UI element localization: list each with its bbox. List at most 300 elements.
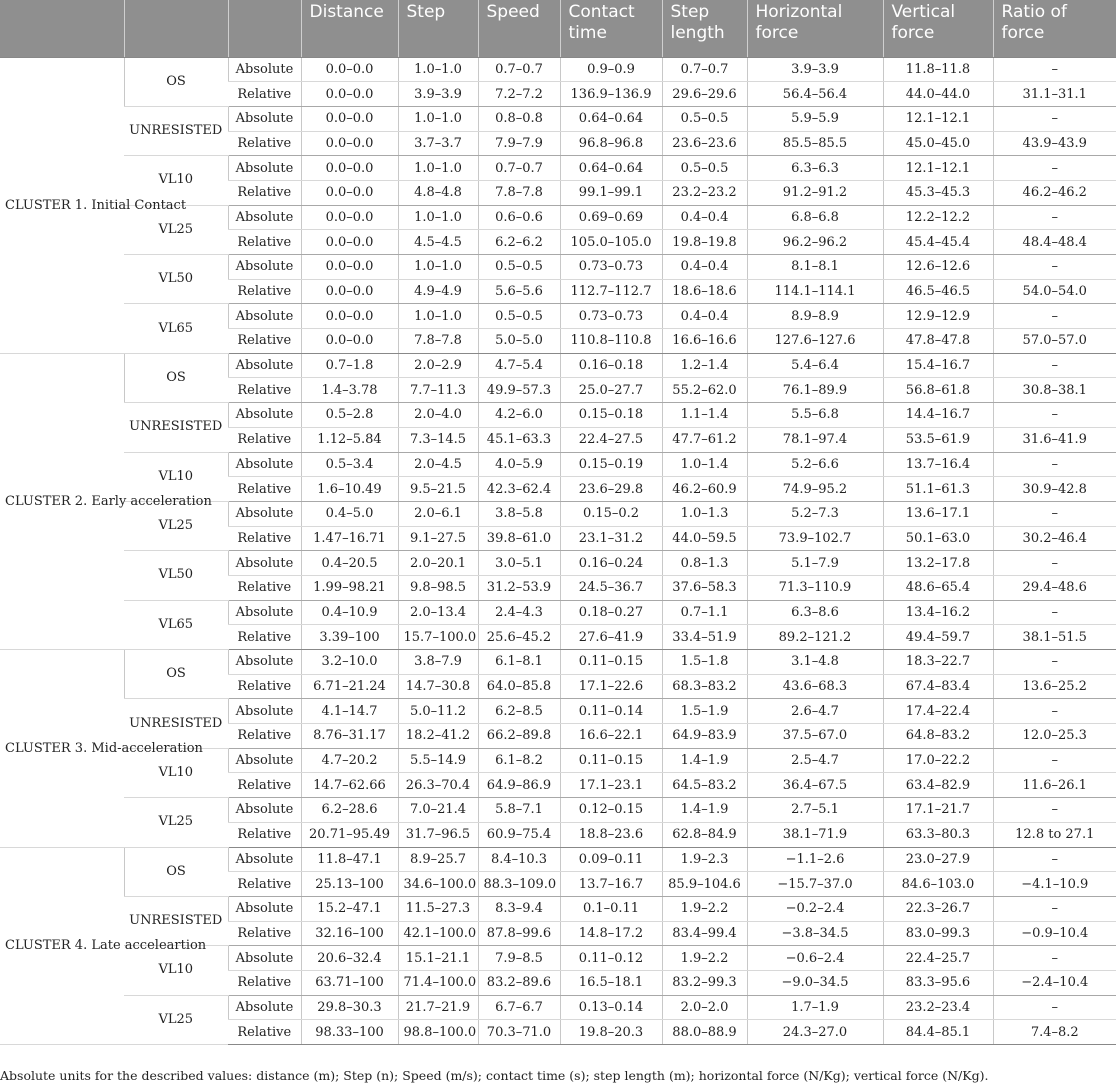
table-cell: –	[993, 501, 1116, 526]
table-cell: 5.5–14.9	[398, 748, 478, 773]
table-cell: 6.2–28.6	[301, 798, 398, 823]
table-cell: –	[993, 452, 1116, 477]
table-cell: 12.9–12.9	[883, 304, 993, 329]
table-cell: 22.4–25.7	[883, 946, 993, 971]
table-cell: 44.0–44.0	[883, 82, 993, 107]
table-cell: 1.9–2.3	[662, 847, 747, 872]
condition-label: VL10	[124, 946, 228, 995]
table-cell: 30.8–38.1	[993, 378, 1116, 403]
table-cell: 0.7–0.7	[478, 156, 560, 181]
table-cell: –	[993, 847, 1116, 872]
table-cell: 0.0–0.0	[301, 57, 398, 82]
value-type-label: Absolute	[228, 452, 301, 477]
table-cell: 53.5–61.9	[883, 427, 993, 452]
table-cell: 3.8–7.9	[398, 650, 478, 675]
table-cell: 20.71–95.49	[301, 822, 398, 847]
table-cell: 31.6–41.9	[993, 427, 1116, 452]
table-cell: 46.2–60.9	[662, 477, 747, 502]
column-header-horizontal-force: Horizontal force	[747, 0, 883, 57]
table-cell: 17.0–22.2	[883, 748, 993, 773]
table-cell: 42.1–100.0	[398, 921, 478, 946]
value-type-label: Absolute	[228, 896, 301, 921]
table-cell: 0.15–0.19	[560, 452, 662, 477]
table-cell: 0.4–0.4	[662, 255, 747, 280]
table-cell: 30.2–46.4	[993, 526, 1116, 551]
table-cell: –	[993, 995, 1116, 1020]
value-type-label: Absolute	[228, 106, 301, 131]
table-cell: 5.9–5.9	[747, 106, 883, 131]
table-cell: 27.6–41.9	[560, 625, 662, 650]
table-cell: 96.2–96.2	[747, 230, 883, 255]
table-cell: 87.8–99.6	[478, 921, 560, 946]
table-cell: 2.0–13.4	[398, 600, 478, 625]
value-type-label: Absolute	[228, 946, 301, 971]
value-type-label: Absolute	[228, 798, 301, 823]
table-cell: –	[993, 255, 1116, 280]
table-cell: 0.0–0.0	[301, 180, 398, 205]
table-cell: 45.1–63.3	[478, 427, 560, 452]
table-cell: 0.73–0.73	[560, 255, 662, 280]
table-cell: 0.5–2.8	[301, 403, 398, 428]
table-cell: 0.4–10.9	[301, 600, 398, 625]
table-cell: 17.4–22.4	[883, 699, 993, 724]
table-cell: 24.5–36.7	[560, 575, 662, 600]
table-cell: 67.4–83.4	[883, 674, 993, 699]
table-cell: 23.6–23.6	[662, 131, 747, 156]
table-cell: 3.9–3.9	[747, 57, 883, 82]
table-cell: 0.0–0.0	[301, 82, 398, 107]
table-cell: 5.0–11.2	[398, 699, 478, 724]
table-cell: 1.5–1.8	[662, 650, 747, 675]
table-cell: 22.3–26.7	[883, 896, 993, 921]
table-cell: 1.0–1.0	[398, 255, 478, 280]
table-cell: 0.4–0.4	[662, 304, 747, 329]
value-type-label: Relative	[228, 575, 301, 600]
value-type-label: Relative	[228, 921, 301, 946]
table-cell: 45.4–45.4	[883, 230, 993, 255]
table-cell: 16.5–18.1	[560, 970, 662, 995]
table-cell: 42.3–62.4	[478, 477, 560, 502]
table-cell: 57.0–57.0	[993, 329, 1116, 354]
table-cell: 0.4–0.4	[662, 205, 747, 230]
table-cell: −9.0–34.5	[747, 970, 883, 995]
table-cell: 6.8–6.8	[747, 205, 883, 230]
table-cell: 2.0–4.5	[398, 452, 478, 477]
table-cell: 6.2–8.5	[478, 699, 560, 724]
table-cell: 13.7–16.4	[883, 452, 993, 477]
table-cell: 84.6–103.0	[883, 872, 993, 897]
table-cell: 23.1–31.2	[560, 526, 662, 551]
table-cell: 11.8–11.8	[883, 57, 993, 82]
table-cell: 23.2–23.2	[662, 180, 747, 205]
table-cell: 1.9–2.2	[662, 946, 747, 971]
table-cell: 89.2–121.2	[747, 625, 883, 650]
table-cell: 25.13–100	[301, 872, 398, 897]
table-cell: 29.4–48.6	[993, 575, 1116, 600]
table-cell: 32.16–100	[301, 921, 398, 946]
table-cell: 0.8–1.3	[662, 551, 747, 576]
condition-label: VL25	[124, 501, 228, 550]
table-cell: 3.0–5.1	[478, 551, 560, 576]
table-cell: 64.5–83.2	[662, 773, 747, 798]
table-cell: 43.9–43.9	[993, 131, 1116, 156]
table-cell: 47.8–47.8	[883, 329, 993, 354]
table-cell: 2.5–4.7	[747, 748, 883, 773]
table-cell: 12.2–12.2	[883, 205, 993, 230]
value-type-label: Absolute	[228, 847, 301, 872]
table-cell: 74.9–95.2	[747, 477, 883, 502]
table-row	[0, 304, 1116, 329]
table-cell: 5.6–5.6	[478, 279, 560, 304]
table-body	[0, 57, 1116, 1045]
table-cell: 4.5–4.5	[398, 230, 478, 255]
table-cell: 0.11–0.12	[560, 946, 662, 971]
table-cell: 2.0–4.0	[398, 403, 478, 428]
table-cell: 6.7–6.7	[478, 995, 560, 1020]
table-cell: 3.9–3.9	[398, 82, 478, 107]
table-cell: –	[993, 650, 1116, 675]
condition-label: UNRESISTED	[124, 699, 228, 748]
value-type-label: Absolute	[228, 501, 301, 526]
table-cell: 34.6–100.0	[398, 872, 478, 897]
table-cell: 50.1–63.0	[883, 526, 993, 551]
table-row	[0, 600, 1116, 625]
table-cell: 96.8–96.8	[560, 131, 662, 156]
table-cell: –	[993, 600, 1116, 625]
table-cell: 84.4–85.1	[883, 1020, 993, 1045]
table-cell: –	[993, 748, 1116, 773]
value-type-label: Relative	[228, 477, 301, 502]
table-row	[0, 847, 1116, 872]
table-cell: 0.1–0.11	[560, 896, 662, 921]
table-cell: 2.7–5.1	[747, 798, 883, 823]
table-cell: 4.7–20.2	[301, 748, 398, 773]
table-cell: 1.5–1.9	[662, 699, 747, 724]
table-cell: 11.5–27.3	[398, 896, 478, 921]
table-cell: 22.4–27.5	[560, 427, 662, 452]
table-cell: 1.7–1.9	[747, 995, 883, 1020]
table-cell: 24.3–27.0	[747, 1020, 883, 1045]
table-cell: 91.2–91.2	[747, 180, 883, 205]
table-cell: 0.11–0.15	[560, 748, 662, 773]
column-header	[124, 0, 228, 57]
table-cell: 18.3–22.7	[883, 650, 993, 675]
condition-label: VL50	[124, 255, 228, 304]
table-cell: 16.6–16.6	[662, 329, 747, 354]
value-type-label: Absolute	[228, 600, 301, 625]
table-cell: 0.64–0.64	[560, 156, 662, 181]
table-row	[0, 57, 1116, 82]
table-cell: 66.2–89.8	[478, 724, 560, 749]
table-cell: 1.2–1.4	[662, 353, 747, 378]
value-type-label: Absolute	[228, 156, 301, 181]
table-cell: 7.3–14.5	[398, 427, 478, 452]
value-type-label: Relative	[228, 625, 301, 650]
table-row	[0, 699, 1116, 724]
table-cell: 6.3–8.6	[747, 600, 883, 625]
table-cell: 55.2–62.0	[662, 378, 747, 403]
table-cell: 46.2–46.2	[993, 180, 1116, 205]
table-cell: 38.1–51.5	[993, 625, 1116, 650]
table-cell: –	[993, 304, 1116, 329]
table-cell: 0.0–0.0	[301, 205, 398, 230]
column-header	[228, 0, 301, 57]
table-cell: 31.1–31.1	[993, 82, 1116, 107]
table-cell: –	[993, 106, 1116, 131]
table-cell: 29.6–29.6	[662, 82, 747, 107]
table-cell: 6.3–6.3	[747, 156, 883, 181]
table-cell: 44.0–59.5	[662, 526, 747, 551]
table-cell: 0.6–0.6	[478, 205, 560, 230]
table-cell: 39.8–61.0	[478, 526, 560, 551]
table-cell: 37.6–58.3	[662, 575, 747, 600]
table-cell: 0.64–0.64	[560, 106, 662, 131]
table-cell: 2.0–20.1	[398, 551, 478, 576]
value-type-label: Relative	[228, 674, 301, 699]
value-type-label: Relative	[228, 872, 301, 897]
table-cell: 29.8–30.3	[301, 995, 398, 1020]
table-cell: 0.18–0.27	[560, 600, 662, 625]
table-cell: 3.1–4.8	[747, 650, 883, 675]
value-type-label: Absolute	[228, 995, 301, 1020]
table-cell: 1.0–1.4	[662, 452, 747, 477]
condition-label: UNRESISTED	[124, 106, 228, 155]
value-type-label: Relative	[228, 1020, 301, 1045]
table-cell: 0.5–0.5	[478, 255, 560, 280]
table-cell: 30.9–42.8	[993, 477, 1116, 502]
table-cell: 4.8–4.8	[398, 180, 478, 205]
table-cell: 0.09–0.11	[560, 847, 662, 872]
table-cell: –	[993, 403, 1116, 428]
table-cell: −0.2–2.4	[747, 896, 883, 921]
table-cell: 7.9–8.5	[478, 946, 560, 971]
table-cell: 11.6–26.1	[993, 773, 1116, 798]
column-header-vertical-force: Vertical force	[883, 0, 993, 57]
value-type-label: Relative	[228, 82, 301, 107]
table-cell: 4.7–5.4	[478, 353, 560, 378]
table-cell: 64.9–86.9	[478, 773, 560, 798]
table-cell: 46.5–46.5	[883, 279, 993, 304]
table-cell: 43.6–68.3	[747, 674, 883, 699]
table-row	[0, 403, 1116, 428]
table-cell: 7.8–7.8	[398, 329, 478, 354]
column-header-ratio-of-force: Ratio of force	[993, 0, 1116, 57]
cluster-label: CLUSTER 1. Initial Contact	[0, 57, 124, 353]
table-cell: 5.2–6.6	[747, 452, 883, 477]
table-cell: 5.1–7.9	[747, 551, 883, 576]
table-cell: 1.4–3.78	[301, 378, 398, 403]
table-cell: 0.0–0.0	[301, 131, 398, 156]
table-cell: 25.0–27.7	[560, 378, 662, 403]
table-cell: 14.7–30.8	[398, 674, 478, 699]
table-cell: 8.4–10.3	[478, 847, 560, 872]
table-cell: 37.5–67.0	[747, 724, 883, 749]
table-cell: 3.7–3.7	[398, 131, 478, 156]
table-cell: 0.7–0.7	[478, 57, 560, 82]
table-cell: 7.9–7.9	[478, 131, 560, 156]
value-type-label: Absolute	[228, 650, 301, 675]
table-cell: 7.2–7.2	[478, 82, 560, 107]
table-cell: 0.69–0.69	[560, 205, 662, 230]
table-cell: 0.13–0.14	[560, 995, 662, 1020]
table-cell: 13.6–25.2	[993, 674, 1116, 699]
table-cell: 99.1–99.1	[560, 180, 662, 205]
table-cell: 0.7–1.1	[662, 600, 747, 625]
table-cell: 0.8–0.8	[478, 106, 560, 131]
table-cell: 2.6–4.7	[747, 699, 883, 724]
table-cell: 83.2–89.6	[478, 970, 560, 995]
table-cell: 1.0–1.0	[398, 205, 478, 230]
table-cell: 13.6–17.1	[883, 501, 993, 526]
table-cell: 47.7–61.2	[662, 427, 747, 452]
table-cell: –	[993, 57, 1116, 82]
value-type-label: Relative	[228, 773, 301, 798]
table-cell: 16.6–22.1	[560, 724, 662, 749]
table-cell: 63.71–100	[301, 970, 398, 995]
table-cell: 112.7–112.7	[560, 279, 662, 304]
table-cell: 17.1–21.7	[883, 798, 993, 823]
table-cell: 7.8–7.8	[478, 180, 560, 205]
table-cell: 26.3–70.4	[398, 773, 478, 798]
table-cell: 71.4–100.0	[398, 970, 478, 995]
table-cell: 11.8–47.1	[301, 847, 398, 872]
table-cell: 38.1–71.9	[747, 822, 883, 847]
table-cell: 83.4–99.4	[662, 921, 747, 946]
table-cell: 2.0–6.1	[398, 501, 478, 526]
table-cell: 0.5–0.5	[662, 156, 747, 181]
table-cell: –	[993, 896, 1116, 921]
table-cell: 83.3–95.6	[883, 970, 993, 995]
table-cell: 127.6–127.6	[747, 329, 883, 354]
table-cell: 0.16–0.24	[560, 551, 662, 576]
table-cell: 2.4–4.3	[478, 600, 560, 625]
table-cell: 12.6–12.6	[883, 255, 993, 280]
value-type-label: Relative	[228, 427, 301, 452]
table-cell: 0.0–0.0	[301, 106, 398, 131]
table-cell: 15.1–21.1	[398, 946, 478, 971]
table-cell: 5.4–6.4	[747, 353, 883, 378]
table-row	[0, 353, 1116, 378]
table-cell: 8.9–8.9	[747, 304, 883, 329]
table-cell: 1.99–98.21	[301, 575, 398, 600]
table-cell: 4.2–6.0	[478, 403, 560, 428]
table-cell: –	[993, 551, 1116, 576]
table-cell: 98.8–100.0	[398, 1020, 478, 1045]
table-cell: 1.0–1.0	[398, 304, 478, 329]
table-cell: 12.0–25.3	[993, 724, 1116, 749]
condition-label: VL25	[124, 798, 228, 847]
value-type-label: Absolute	[228, 205, 301, 230]
table-cell: 0.4–20.5	[301, 551, 398, 576]
table-cell: 23.0–27.9	[883, 847, 993, 872]
condition-label: VL10	[124, 452, 228, 501]
table-cell: –	[993, 798, 1116, 823]
table-cell: 19.8–19.8	[662, 230, 747, 255]
value-type-label: Relative	[228, 822, 301, 847]
table-cell: 8.1–8.1	[747, 255, 883, 280]
table-cell: −0.6–2.4	[747, 946, 883, 971]
value-type-label: Relative	[228, 526, 301, 551]
value-type-label: Absolute	[228, 255, 301, 280]
table-cell: 1.4–1.9	[662, 748, 747, 773]
table-cell: –	[993, 946, 1116, 971]
table-cell: 0.0–0.0	[301, 156, 398, 181]
table-cell: 31.2–53.9	[478, 575, 560, 600]
table-cell: 136.9–136.9	[560, 82, 662, 107]
table-cell: 5.5–6.8	[747, 403, 883, 428]
table-cell: 83.2–99.3	[662, 970, 747, 995]
table-cell: 98.33–100	[301, 1020, 398, 1045]
table-cell: 45.0–45.0	[883, 131, 993, 156]
table-cell: 70.3–71.0	[478, 1020, 560, 1045]
table-cell: 8.76–31.17	[301, 724, 398, 749]
table-cell: 45.3–45.3	[883, 180, 993, 205]
column-header-speed: Speed	[478, 0, 560, 57]
table-cell: 17.1–22.6	[560, 674, 662, 699]
table-cell: 88.0–88.9	[662, 1020, 747, 1045]
table-cell: 0.5–0.5	[662, 106, 747, 131]
table-cell: 0.16–0.18	[560, 353, 662, 378]
table-row	[0, 995, 1116, 1020]
table-cell: 0.4–5.0	[301, 501, 398, 526]
table-cell: 1.0–1.0	[398, 156, 478, 181]
table-cell: 33.4–51.9	[662, 625, 747, 650]
value-type-label: Relative	[228, 230, 301, 255]
table-cell: 49.9–57.3	[478, 378, 560, 403]
table-cell: 5.0–5.0	[478, 329, 560, 354]
table-cell: 25.6–45.2	[478, 625, 560, 650]
table-row	[0, 650, 1116, 675]
value-type-label: Relative	[228, 180, 301, 205]
table-cell: 85.5–85.5	[747, 131, 883, 156]
table-cell: 12.8 to 27.1	[993, 822, 1116, 847]
table-cell: 0.7–1.8	[301, 353, 398, 378]
table-cell: 64.0–85.8	[478, 674, 560, 699]
table-cell: 21.7–21.9	[398, 995, 478, 1020]
table-cell: –	[993, 156, 1116, 181]
condition-label: OS	[124, 353, 228, 402]
table-cell: 105.0–105.0	[560, 230, 662, 255]
table-cell: 51.1–61.3	[883, 477, 993, 502]
table-row	[0, 896, 1116, 921]
condition-label: UNRESISTED	[124, 896, 228, 945]
value-type-label: Absolute	[228, 57, 301, 82]
table-cell: 13.2–17.8	[883, 551, 993, 576]
table-cell: 19.8–20.3	[560, 1020, 662, 1045]
table-cell: 17.1–23.1	[560, 773, 662, 798]
table-cell: 76.1–89.9	[747, 378, 883, 403]
value-type-label: Absolute	[228, 403, 301, 428]
table-cell: 62.8–84.9	[662, 822, 747, 847]
table-cell: 54.0–54.0	[993, 279, 1116, 304]
table-cell: 3.2–10.0	[301, 650, 398, 675]
table-cell: 18.6–18.6	[662, 279, 747, 304]
value-type-label: Relative	[228, 279, 301, 304]
cluster-label: CLUSTER 2. Early acceleration	[0, 353, 124, 649]
cluster-label: CLUSTER 4. Late acceleartion	[0, 847, 124, 1045]
cluster-label: CLUSTER 3. Mid-acceleration	[0, 650, 124, 848]
table-cell: 14.8–17.2	[560, 921, 662, 946]
table-cell: 114.1–114.1	[747, 279, 883, 304]
table-row	[0, 156, 1116, 181]
table-cell: −4.1–10.9	[993, 872, 1116, 897]
table-cell: 48.4–48.4	[993, 230, 1116, 255]
table-cell: 4.0–5.9	[478, 452, 560, 477]
table-cell: 14.4–16.7	[883, 403, 993, 428]
table-cell: 63.3–80.3	[883, 822, 993, 847]
column-header-step: Step	[398, 0, 478, 57]
table-cell: 5.2–7.3	[747, 501, 883, 526]
